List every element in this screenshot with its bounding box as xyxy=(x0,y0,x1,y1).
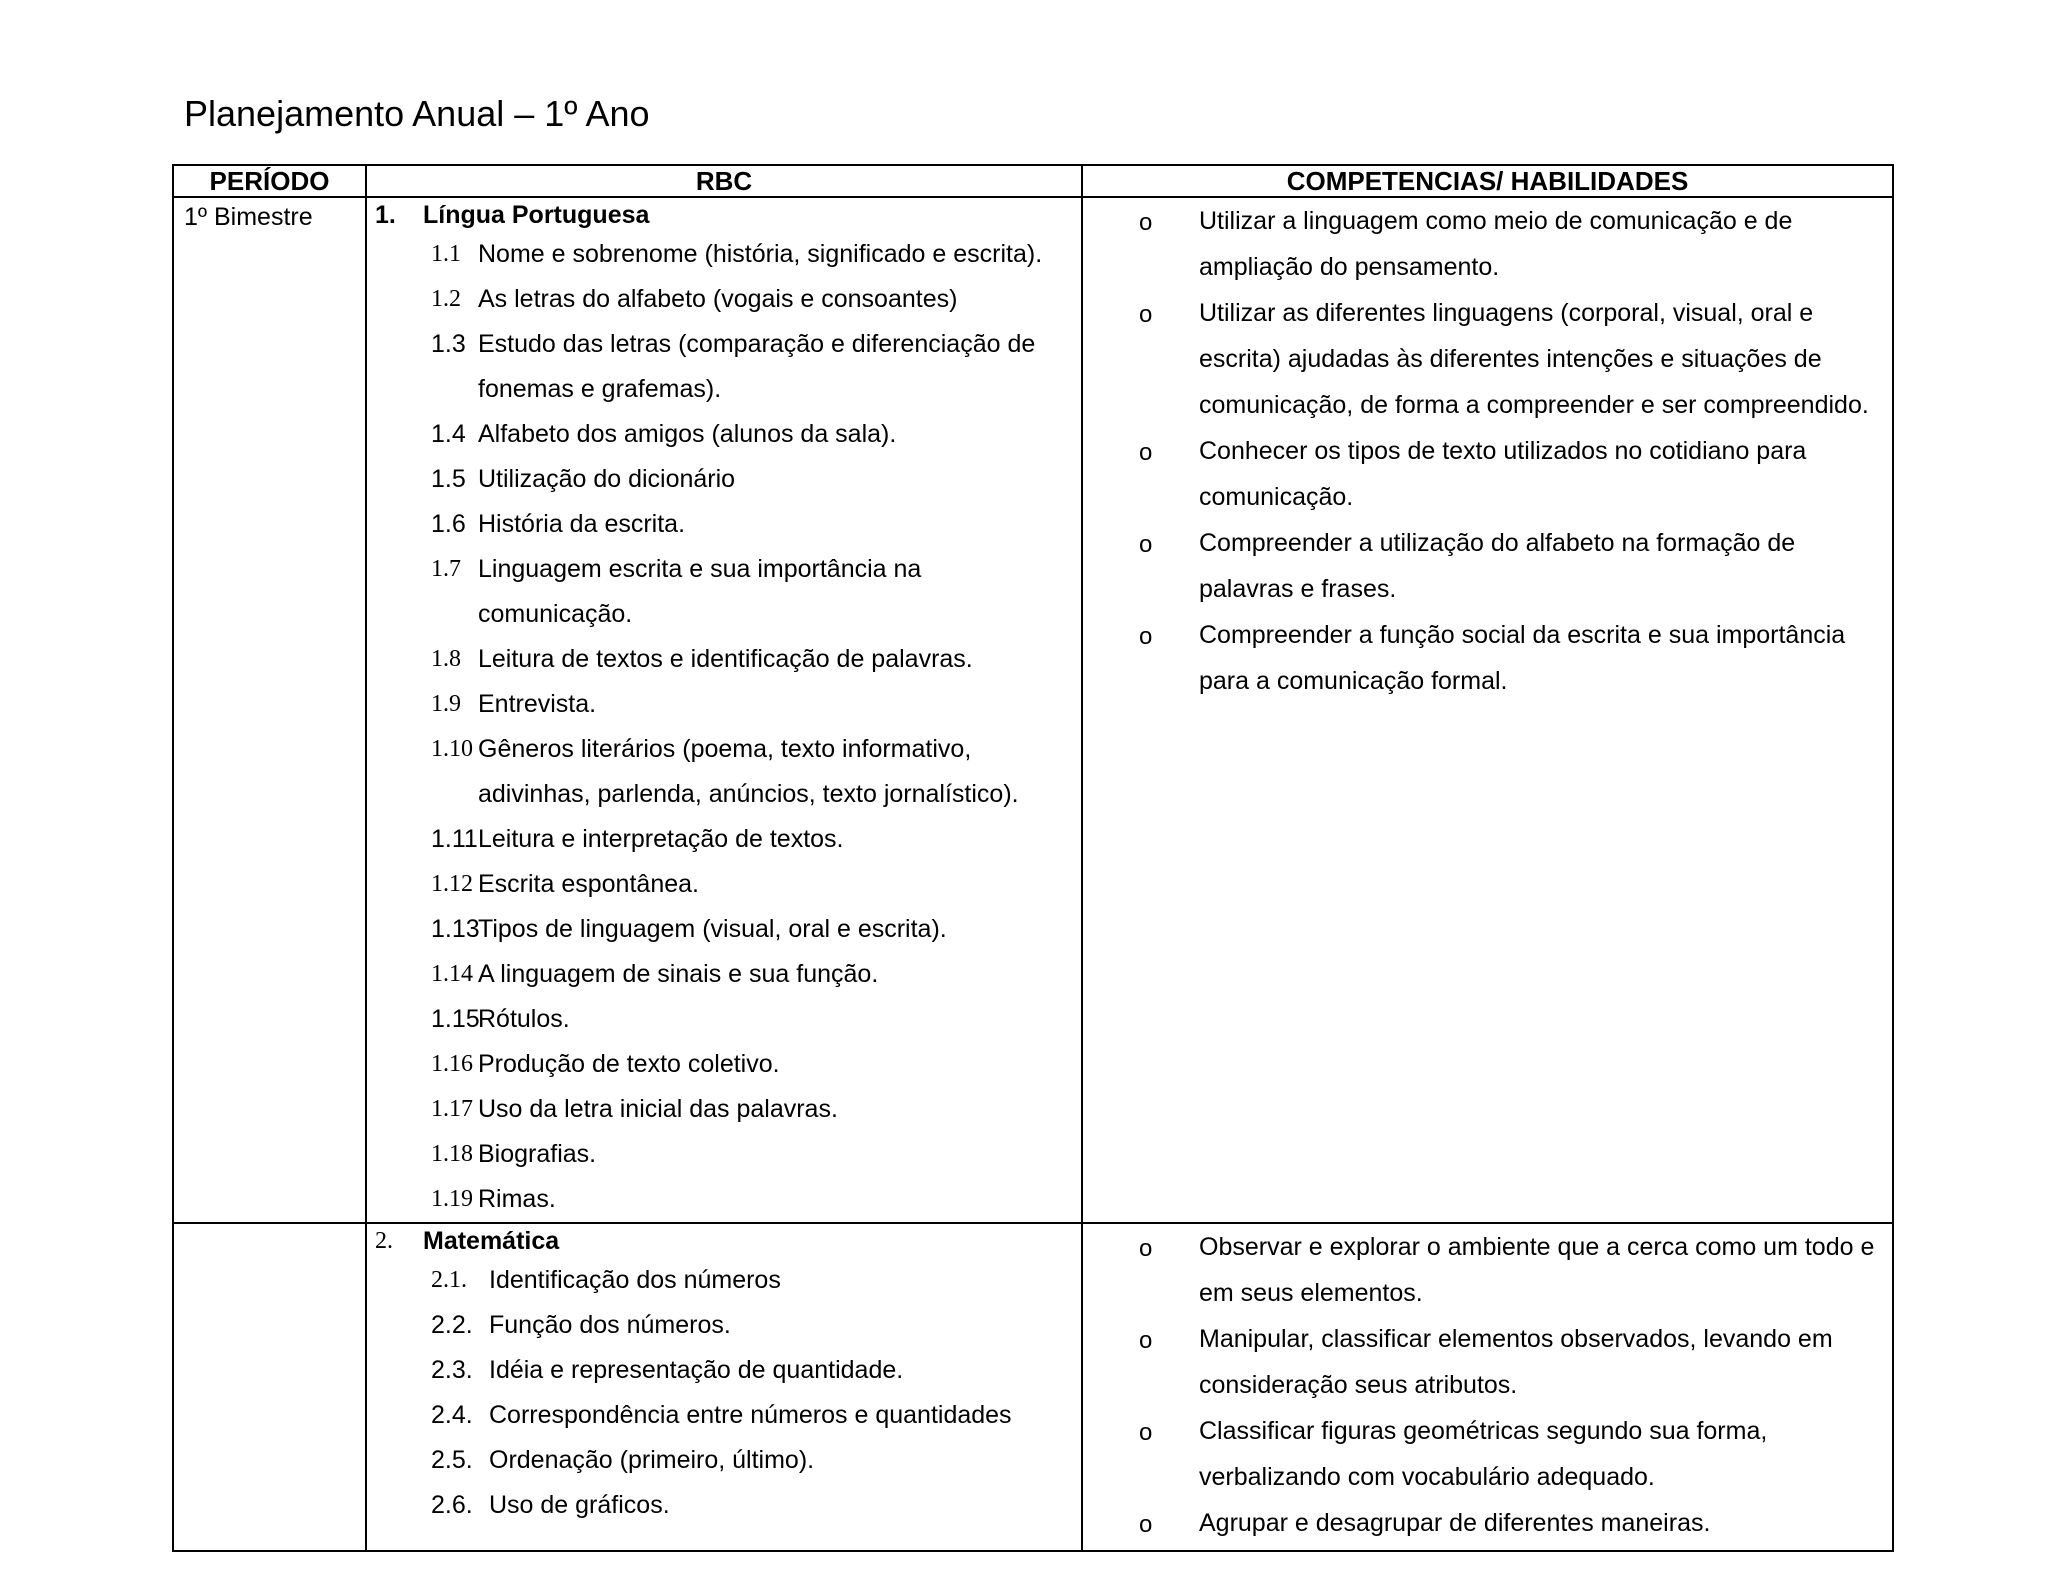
item-text: Leitura e interpretação de textos. xyxy=(478,825,844,853)
item-text: Biografias. xyxy=(478,1140,597,1168)
item-number: 1.5 xyxy=(431,465,466,493)
list-item xyxy=(375,952,1081,997)
list-item xyxy=(375,682,1081,727)
period-cell xyxy=(173,197,366,1223)
list-item xyxy=(375,547,1081,637)
list-item xyxy=(375,1303,1081,1348)
item-number: 1.4 xyxy=(431,420,466,448)
bullet-icon: o xyxy=(1139,1235,1153,1262)
section-number: 1. xyxy=(375,201,396,229)
header-competencies: COMPETENCIAS/ HABILIDADES xyxy=(1082,165,1893,197)
item-number: 1.11 xyxy=(431,825,478,853)
item-number: 1.2 xyxy=(431,286,461,312)
list-item xyxy=(375,1042,1081,1087)
item-text: Alfabeto dos amigos (alunos da sala). xyxy=(478,420,897,448)
item-text: Nome e sobrenome (história, significado e escrita). xyxy=(478,240,1043,268)
item-number: 2.3. xyxy=(431,1356,473,1384)
bullet-icon: o xyxy=(1139,209,1153,236)
competency-text: Agrupar e desagrupar de diferentes maneiras. xyxy=(1199,1509,1711,1537)
item-number: 1.16 xyxy=(431,1051,473,1077)
table-row xyxy=(173,197,1893,1223)
item-number: 1.7 xyxy=(431,556,461,582)
competency-text: Utilizar as diferentes linguagens (corporal, visual, oral e escrita) ajudadas às diferentes intenções e situações de comunicação, de forma a compreender e ser compreendido. xyxy=(1199,299,1869,419)
period-label xyxy=(174,1224,365,1228)
item-text: A linguagem de sinais e sua função. xyxy=(478,960,879,988)
list-item xyxy=(375,997,1081,1042)
item-number: 2.4. xyxy=(431,1401,473,1429)
list-item xyxy=(375,862,1081,907)
item-number: 1.19 xyxy=(431,1186,473,1212)
bullet-icon: o xyxy=(1139,439,1153,466)
header-row xyxy=(173,165,1893,197)
item-number: 2.1. xyxy=(431,1267,467,1293)
list-item xyxy=(375,727,1081,817)
item-text: Tipos de linguagem (visual, oral e escrita). xyxy=(478,915,947,943)
list-item xyxy=(375,1258,1081,1303)
list-item xyxy=(375,277,1081,322)
item-text: Estudo das letras (comparação e diferenciação de fonemas e grafemas). xyxy=(478,330,1036,403)
item-number: 1.13 xyxy=(431,915,480,943)
item-number: 1.6 xyxy=(431,510,466,538)
competency-text: Compreender a função social da escrita e sua importância para a comunicação formal. xyxy=(1199,621,1846,695)
item-text: As letras do alfabeto (vogais e consoantes) xyxy=(478,285,958,313)
list-item xyxy=(1083,428,1884,520)
competencies-cell xyxy=(1082,197,1893,1223)
planning-table xyxy=(172,164,1894,1552)
item-text: Rimas. xyxy=(478,1185,556,1213)
list-item xyxy=(375,322,1081,412)
list-item xyxy=(375,1132,1081,1177)
item-text: Rótulos. xyxy=(478,1005,570,1033)
header-rbc: RBC xyxy=(366,165,1082,197)
list-item xyxy=(1083,198,1884,290)
item-text: Idéia e representação de quantidade. xyxy=(489,1356,904,1384)
list-item xyxy=(375,457,1081,502)
item-number: 1.9 xyxy=(431,691,461,717)
rbc-cell xyxy=(366,197,1082,1223)
page-title: Planejamento Anual – 1º Ano xyxy=(184,93,650,134)
section-heading xyxy=(375,1224,1081,1258)
list-item xyxy=(375,1348,1081,1393)
list-item xyxy=(1083,290,1884,428)
list-item xyxy=(375,1087,1081,1132)
section-number: 2. xyxy=(375,1228,393,1254)
list-item xyxy=(375,232,1081,277)
item-text: Uso da letra inicial das palavras. xyxy=(478,1095,838,1123)
item-number: 1.12 xyxy=(431,871,473,897)
item-number: 1.17 xyxy=(431,1096,473,1122)
section-title: Língua Portuguesa xyxy=(423,201,650,229)
list-item xyxy=(375,1438,1081,1483)
item-text: Gêneros literários (poema, texto informativo, adivinhas, parlenda, anúncios, texto jornalístico). xyxy=(478,735,1019,808)
list-item xyxy=(375,412,1081,457)
bullet-icon: o xyxy=(1139,1327,1153,1354)
item-text: Linguagem escrita e sua importância na comunicação. xyxy=(478,555,922,628)
item-text: História da escrita. xyxy=(478,510,686,538)
item-number: 1.10 xyxy=(431,736,473,762)
item-number: 1.8 xyxy=(431,646,461,672)
bullet-icon: o xyxy=(1139,1419,1153,1446)
list-item xyxy=(375,1483,1081,1528)
section-heading xyxy=(375,198,1081,232)
item-text: Entrevista. xyxy=(478,690,597,718)
item-number: 1.18 xyxy=(431,1141,473,1167)
list-item xyxy=(375,1393,1081,1438)
bullet-icon: o xyxy=(1139,1511,1153,1538)
competency-text: Manipular, classificar elementos observados, levando em consideração seus atributos. xyxy=(1199,1325,1833,1399)
bullet-icon: o xyxy=(1139,531,1153,558)
list-item xyxy=(1083,1408,1884,1500)
item-text: Escrita espontânea. xyxy=(478,870,699,898)
list-item xyxy=(375,817,1081,862)
list-item xyxy=(375,907,1081,952)
list-item xyxy=(1083,1500,1884,1550)
item-text: Utilização do dicionário xyxy=(478,465,736,493)
list-item xyxy=(375,1177,1081,1222)
item-number: 2.5. xyxy=(431,1446,473,1474)
item-text: Ordenação (primeiro, último). xyxy=(489,1446,815,1474)
list-item xyxy=(1083,520,1884,612)
header-period: PERÍODO xyxy=(173,165,366,197)
item-text: Correspondência entre números e quantidades xyxy=(489,1401,1012,1429)
competency-text: Compreender a utilização do alfabeto na formação de palavras e frases. xyxy=(1199,529,1796,603)
list-item xyxy=(1083,612,1884,704)
list-item xyxy=(375,502,1081,547)
item-text: Produção de texto coletivo. xyxy=(478,1050,780,1078)
list-item xyxy=(1083,1224,1884,1316)
period-label: 1º Bimestre xyxy=(184,203,313,231)
competency-text: Classificar figuras geométricas segundo sua forma, verbalizando com vocabulário adequado. xyxy=(1199,1417,1768,1491)
item-number: 1.15 xyxy=(431,1005,480,1033)
rbc-cell xyxy=(366,1223,1082,1551)
item-text: Leitura de textos e identificação de palavras. xyxy=(478,645,973,673)
competencies-cell xyxy=(1082,1223,1893,1551)
item-text: Identificação dos números xyxy=(489,1266,781,1294)
item-number: 1.3 xyxy=(431,330,466,358)
item-number: 1.1 xyxy=(431,241,461,267)
item-number: 2.6. xyxy=(431,1491,473,1519)
bullet-icon: o xyxy=(1139,623,1153,650)
bullet-icon: o xyxy=(1139,301,1153,328)
item-number: 1.14 xyxy=(431,961,473,987)
item-number: 2.2. xyxy=(431,1311,473,1339)
item-text: Função dos números. xyxy=(489,1311,731,1339)
list-item xyxy=(1083,1316,1884,1408)
section-title: Matemática xyxy=(423,1227,560,1255)
table-row xyxy=(173,1223,1893,1551)
list-item xyxy=(375,637,1081,682)
period-cell xyxy=(173,1223,366,1551)
item-text: Uso de gráficos. xyxy=(489,1491,670,1519)
competency-text: Conhecer os tipos de texto utilizados no cotidiano para comunicação. xyxy=(1199,437,1807,511)
competency-text: Observar e explorar o ambiente que a cerca como um todo e em seus elementos. xyxy=(1199,1233,1875,1307)
competency-text: Utilizar a linguagem como meio de comunicação e de ampliação do pensamento. xyxy=(1199,207,1793,281)
